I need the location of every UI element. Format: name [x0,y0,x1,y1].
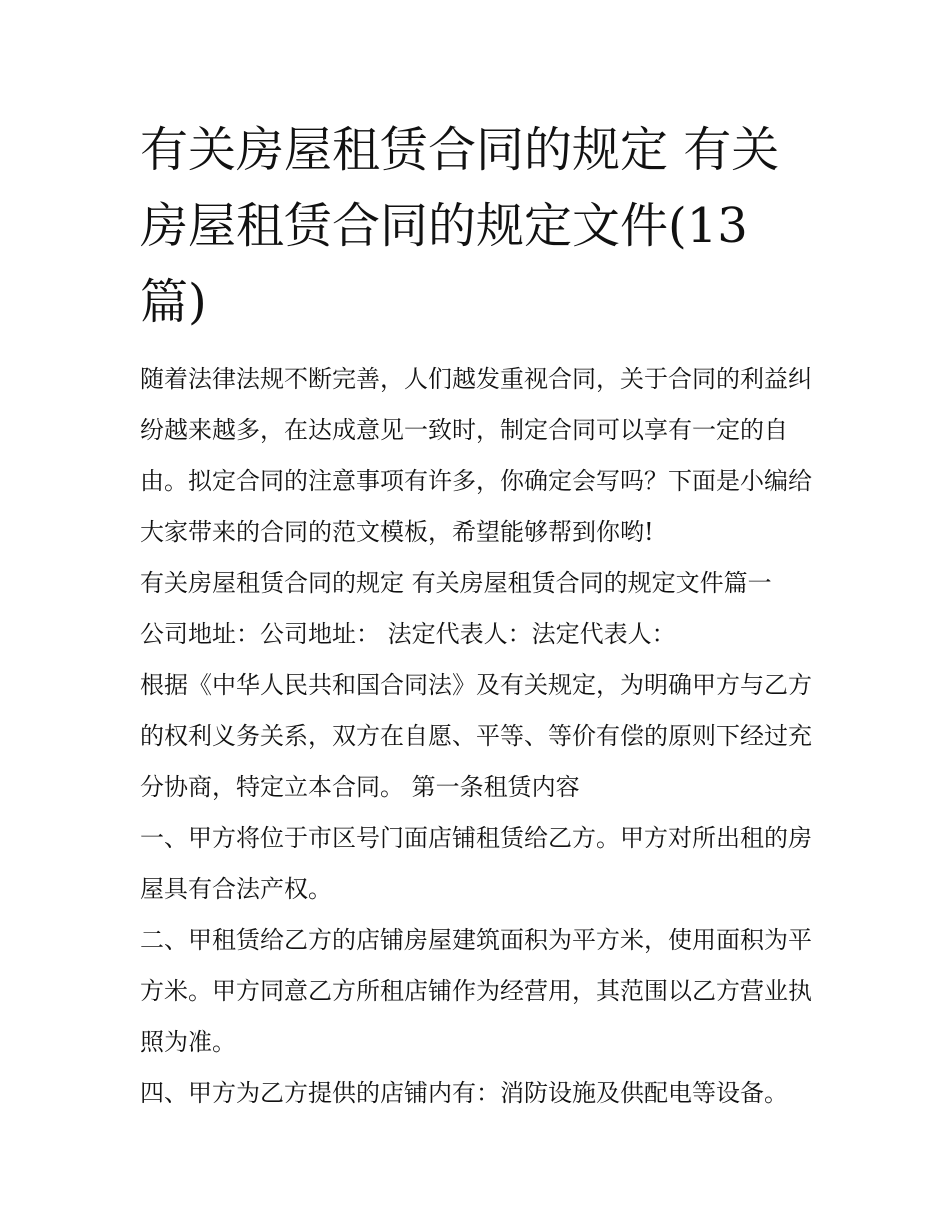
document-body [140,112,812,1119]
document-title: 有关房屋租赁合同的规定 有关房屋租赁合同的规定文件(13篇) [140,122,780,330]
paragraph-intro: 随着法律法规不断完善，人们越发重视合同，关于合同的利益纠纷越来越多，在达成意见一致时，制定合同可以享有一定的自由。拟定合同的注意事项有许多，你确定会写吗？下面是小编给大家带来的合同的范文模板，希望能够帮到你哟! [140,365,812,546]
paragraph-clause-four: 四、甲方为乙方提供的店铺内有：消防设施及供配电等设备。 [140,1079,788,1107]
paragraph-clause-one: 一、甲方将位于市区号门面店铺租赁给乙方。甲方对所出租的房屋具有合法产权。 [140,824,812,903]
paragraph-company-address: 公司地址：公司地址： 法定代表人：法定代表人： [140,620,676,648]
paragraph-legal-basis: 根据《中华人民共和国合同法》及有关规定，为明确甲方与乙方的权利义务关系，双方在自愿、平等、等价有偿的原则下经过充分协商，特定立本合同。 第一条租赁内容 [140,671,812,801]
paragraph-section-heading: 有关房屋租赁合同的规定 有关房屋租赁合同的规定文件篇一 [140,569,772,597]
paragraph-clause-two: 二、甲租赁给乙方的店铺房屋建筑面积为平方米，使用面积为平方米。甲方同意乙方所租店铺作为经营用，其范围以乙方营业执照为准。 [140,926,812,1056]
